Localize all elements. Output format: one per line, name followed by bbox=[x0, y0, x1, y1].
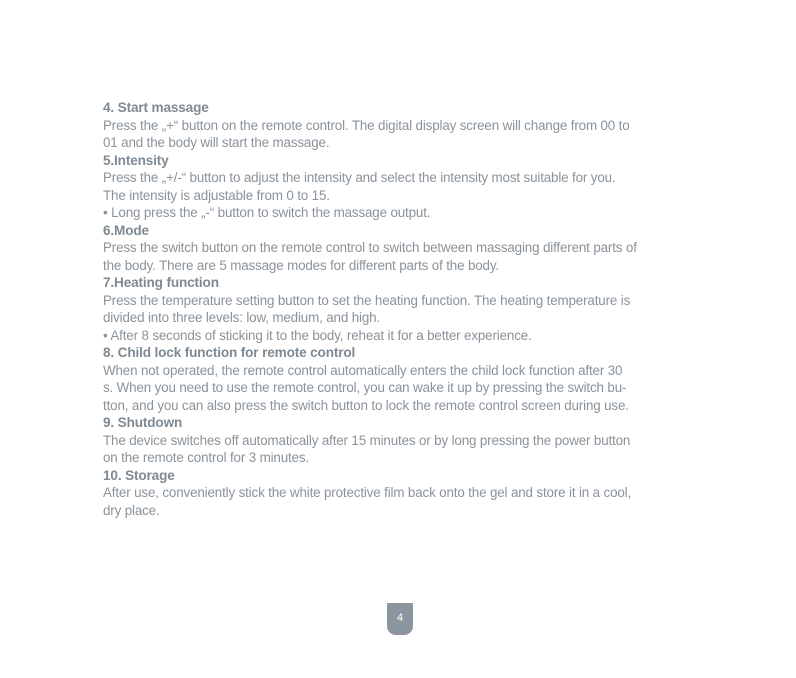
section-bullet: • Long press the „-“ button to switch the massage output. bbox=[103, 205, 431, 220]
section-text-line: tton, and you can also press the switch button to lock the remote control screen during use. bbox=[103, 397, 629, 413]
section-heading: 8. Child lock function for remote control bbox=[103, 345, 356, 360]
section-text-line: Press the switch button on the remote control to switch between massaging different parts of bbox=[103, 240, 637, 255]
section-heading: 5.Intensity bbox=[103, 152, 169, 168]
section-text-line: Press the „+/-“ button to adjust the intensity and select the intensity most suitable for you. bbox=[103, 170, 616, 185]
section-mode bbox=[103, 222, 695, 275]
section-text-line: The device switches off automatically after 15 minutes or by long pressing the power button bbox=[103, 432, 631, 448]
manual-content bbox=[103, 99, 695, 519]
section-text-line: Press the temperature setting button to set the heating function. The heating temperature is bbox=[103, 292, 631, 308]
section-heading: 9. Shutdown bbox=[103, 415, 183, 430]
section-text-line: Press the „+“ button on the remote control. The digital display screen will change from 00 to bbox=[103, 117, 630, 133]
section-text-line: The intensity is adjustable from 0 to 15. bbox=[103, 187, 330, 203]
section-text-line: divided into three levels: low, medium, and high. bbox=[103, 310, 380, 325]
section-bullet: • After 8 seconds of sticking it to the body, reheat it for a better experience. bbox=[103, 327, 532, 343]
section-text-line: the body. There are 5 massage modes for different parts of the body. bbox=[103, 257, 499, 273]
page-number: 4 bbox=[396, 612, 404, 624]
section-heading: 6.Mode bbox=[103, 222, 149, 238]
page-number-tab bbox=[387, 603, 413, 635]
section-text-line: When not operated, the remote control automatically enters the child lock function after 30 bbox=[103, 362, 623, 378]
section-text-line: on the remote control for 3 minutes. bbox=[103, 450, 309, 465]
section-heading: 7.Heating function bbox=[103, 275, 219, 290]
section-text-line: After use, conveniently stick the white protective film back onto the gel and store it in a cool, bbox=[103, 485, 632, 500]
section-text-line: 01 and the body will start the massage. bbox=[103, 135, 330, 150]
section-child-lock bbox=[103, 344, 695, 414]
section-text-line: dry place. bbox=[103, 502, 160, 518]
section-heading: 4. Start massage bbox=[103, 100, 209, 115]
section-heating-function bbox=[103, 274, 695, 344]
section-intensity bbox=[103, 152, 695, 222]
section-storage bbox=[103, 467, 695, 520]
section-shutdown bbox=[103, 414, 695, 467]
section-start-massage bbox=[103, 99, 695, 152]
section-text-line: s. When you need to use the remote control, you can wake it up by pressing the switch bu- bbox=[103, 380, 627, 395]
section-heading: 10. Storage bbox=[103, 467, 175, 483]
